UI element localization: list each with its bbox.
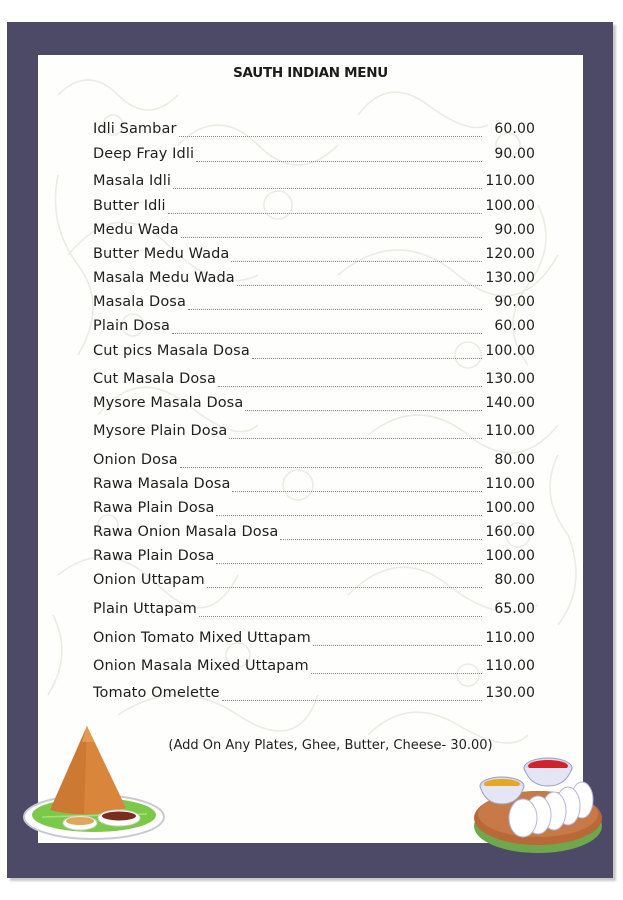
dot-leader bbox=[218, 385, 482, 387]
dot-leader bbox=[179, 135, 482, 137]
item-name: Onion Tomato Mixed Uttapam bbox=[93, 630, 311, 646]
item-name: Deep Fray Idli bbox=[93, 146, 195, 162]
item-price: 120.00 bbox=[485, 246, 535, 262]
menu-item bbox=[93, 173, 535, 193]
item-name: Butter Idli bbox=[93, 198, 166, 214]
item-price: 100.00 bbox=[485, 198, 535, 214]
menu-item bbox=[93, 198, 535, 218]
menu-item bbox=[93, 222, 535, 242]
menu-item bbox=[93, 685, 535, 705]
menu-item bbox=[93, 371, 535, 391]
dot-leader bbox=[229, 437, 482, 439]
item-name: Rawa Plain Dosa bbox=[93, 548, 215, 564]
item-name: Cut pics Masala Dosa bbox=[93, 343, 250, 359]
menu-item bbox=[93, 601, 535, 621]
item-price: 90.00 bbox=[494, 222, 535, 238]
dot-leader bbox=[173, 187, 482, 189]
item-price: 60.00 bbox=[494, 121, 535, 137]
dot-leader bbox=[280, 538, 482, 540]
item-price: 130.00 bbox=[485, 270, 535, 286]
menu-item bbox=[93, 270, 535, 290]
item-name: Cut Masala Dosa bbox=[93, 371, 216, 387]
menu-item bbox=[93, 548, 535, 568]
item-price: 110.00 bbox=[485, 658, 535, 674]
item-price: 60.00 bbox=[494, 318, 535, 334]
item-price: 90.00 bbox=[494, 294, 535, 310]
dot-leader bbox=[188, 308, 482, 310]
dot-leader bbox=[231, 260, 482, 262]
dot-leader bbox=[237, 284, 482, 286]
item-price: 160.00 bbox=[485, 524, 535, 540]
menu-item bbox=[93, 146, 535, 166]
item-name: Plain Uttapam bbox=[93, 601, 197, 617]
menu-title: SAUTH INDIAN MENU bbox=[233, 65, 388, 81]
dot-leader bbox=[196, 160, 482, 162]
item-name: Rawa Masala Dosa bbox=[93, 476, 231, 492]
dot-leader bbox=[313, 644, 482, 646]
menu-item bbox=[93, 343, 535, 363]
dot-leader bbox=[232, 490, 482, 492]
dot-leader bbox=[199, 615, 482, 617]
menu-item bbox=[93, 246, 535, 266]
menu-item bbox=[93, 500, 535, 520]
item-price: 100.00 bbox=[485, 548, 535, 564]
menu-item bbox=[93, 395, 535, 415]
item-name: Medu Wada bbox=[93, 222, 179, 238]
item-name: Idli Sambar bbox=[93, 121, 177, 137]
item-price: 80.00 bbox=[494, 572, 535, 588]
item-name: Plain Dosa bbox=[93, 318, 170, 334]
menu-item bbox=[93, 318, 535, 338]
item-price: 110.00 bbox=[485, 423, 535, 439]
item-name: Butter Medu Wada bbox=[93, 246, 230, 262]
item-name: Tomato Omelette bbox=[93, 685, 220, 701]
dot-leader bbox=[245, 409, 482, 411]
item-name: Masala Idli bbox=[93, 173, 171, 189]
menu-item bbox=[93, 452, 535, 472]
item-name: Mysore Masala Dosa bbox=[93, 395, 244, 411]
dot-leader bbox=[207, 586, 482, 588]
item-name: Rawa Plain Dosa bbox=[93, 500, 215, 516]
menu-item bbox=[93, 630, 535, 650]
item-price: 90.00 bbox=[494, 146, 535, 162]
item-price: 100.00 bbox=[485, 343, 535, 359]
menu-item bbox=[93, 294, 535, 314]
dot-leader bbox=[222, 699, 482, 701]
menu-item bbox=[93, 476, 535, 496]
menu-item bbox=[93, 524, 535, 544]
addon-note: (Add On Any Plates, Ghee, Butter, Cheese- 30.00) bbox=[168, 738, 493, 753]
item-name: Onion Masala Mixed Uttapam bbox=[93, 658, 309, 674]
dot-leader bbox=[172, 332, 482, 334]
dot-leader bbox=[168, 212, 482, 214]
item-price: 130.00 bbox=[485, 371, 535, 387]
item-name: Onion Dosa bbox=[93, 452, 178, 468]
item-name: Mysore Plain Dosa bbox=[93, 423, 228, 439]
menu-item bbox=[93, 572, 535, 592]
dot-leader bbox=[216, 514, 482, 516]
item-price: 130.00 bbox=[485, 685, 535, 701]
dot-leader bbox=[181, 236, 482, 238]
item-price: 110.00 bbox=[485, 476, 535, 492]
dosa-plate-icon bbox=[22, 722, 172, 847]
item-price: 80.00 bbox=[494, 452, 535, 468]
idli-plate-icon bbox=[470, 748, 610, 858]
menu-item bbox=[93, 121, 535, 141]
item-price: 110.00 bbox=[485, 173, 535, 189]
item-price: 65.00 bbox=[494, 601, 535, 617]
item-price: 140.00 bbox=[485, 395, 535, 411]
item-name: Rawa Onion Masala Dosa bbox=[93, 524, 279, 540]
menu-item bbox=[93, 423, 535, 443]
dot-leader bbox=[180, 466, 482, 468]
item-price: 110.00 bbox=[485, 630, 535, 646]
dot-leader bbox=[311, 672, 482, 674]
menu-item bbox=[93, 658, 535, 678]
item-price: 100.00 bbox=[485, 500, 535, 516]
dot-leader bbox=[252, 357, 482, 359]
item-name: Masala Medu Wada bbox=[93, 270, 235, 286]
item-name: Onion Uttapam bbox=[93, 572, 205, 588]
dot-leader bbox=[216, 562, 482, 564]
item-name: Masala Dosa bbox=[93, 294, 186, 310]
